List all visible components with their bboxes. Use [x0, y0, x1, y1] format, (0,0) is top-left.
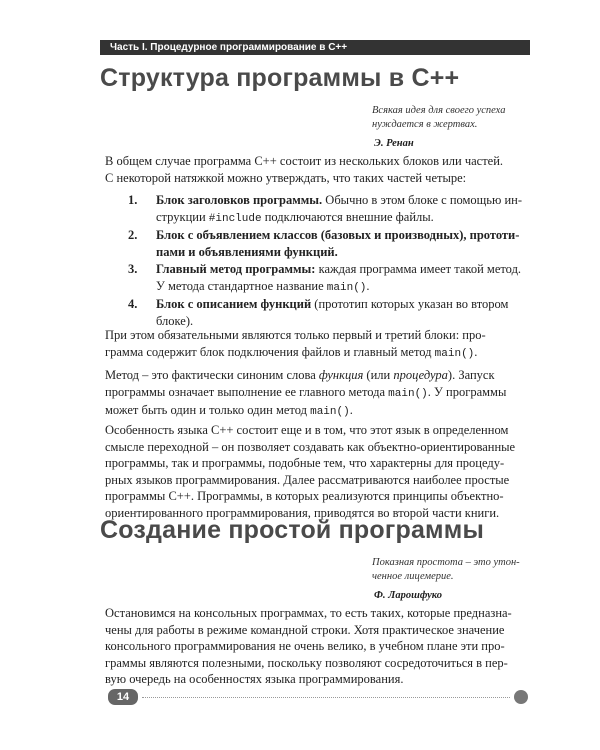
list-item-number: 1.	[128, 193, 138, 207]
text-line: С некоторой натяжкой можно утверждать, что таких частей четыре:	[105, 170, 467, 185]
epigraph-quote-line: нуждается в жертвах.	[372, 119, 478, 130]
list-item-number: 3.	[128, 262, 138, 276]
list-item-text: каждая программа имеет такой метод.	[315, 262, 522, 276]
text-fragment: .	[349, 403, 353, 417]
text-line: программы C++. Программы, в которых реализуются принципы объектно-	[105, 489, 504, 503]
footer-dotted-line	[142, 697, 510, 698]
page-number: 14	[108, 689, 138, 705]
text-line: вую очередь на особенностях языка программирования.	[105, 672, 404, 686]
text-line: чены для работы в режиме командной строки. Хотя практическое значение	[105, 622, 505, 637]
code-snippet: main()	[326, 281, 367, 294]
epigraph-author: Ф. Ларошфуко	[374, 590, 442, 601]
list-item-title: Блок с описанием функций	[156, 297, 312, 311]
list-item-number: 2.	[128, 228, 138, 242]
section-title-simple-program: Создание простой программы	[100, 516, 484, 544]
paragraph-console-programs	[105, 605, 525, 688]
footer-dot	[514, 690, 528, 704]
list-item-text: блоке).	[156, 313, 194, 328]
paragraph-cpp-features	[105, 422, 525, 521]
list-item-number: 4.	[128, 297, 138, 311]
list-item-title: Главный метод программы:	[156, 262, 316, 276]
epigraph-quote-line: Показная простота – это утон-	[372, 557, 520, 568]
text-line: Остановимся на консольных программах, то есть таких, которые предназна-	[105, 606, 512, 620]
text-line: В общем случае программа C++ состоит из нескольких блоков или частей.	[105, 154, 504, 168]
intro-paragraph	[105, 153, 525, 186]
epigraph-author: Э. Ренан	[374, 138, 414, 149]
text-line: консольного программирования не очень велико, в учебном плане эти про-	[105, 639, 505, 653]
list-item-text: подключаются внешние файлы.	[261, 209, 434, 224]
epigraph-quote-line: Всякая идея для своего успеха	[372, 105, 506, 116]
text-fragment: ). Запуск	[447, 368, 495, 382]
list-item-title: Блок с объявлением классов (базовых и производных), прототи-	[156, 228, 520, 242]
text-line: программы, так и программы, подобные тем, что характерны для процеду-	[105, 456, 505, 470]
paragraph-mandatory-blocks	[105, 327, 525, 362]
code-snippet: main()	[434, 347, 475, 360]
paragraph-method-definition	[105, 367, 525, 421]
text-fragment: программы означает выполнение ее главного метода	[105, 384, 389, 399]
text-line: смысле переходной – он позволяет создавать как объектно-ориентированные	[105, 439, 516, 454]
epigraph-renan	[372, 104, 532, 151]
code-snippet: #include	[208, 212, 262, 225]
list-item-title: Блок заголовков программы.	[156, 193, 323, 207]
text-line: граммы являются полезными, поскольку позволяют сосредоточиться в пер-	[105, 655, 508, 670]
text-line: Особенность языка C++ состоит еще и в том, что этот язык в определенном	[105, 423, 509, 437]
epigraph-quote-line: ченное лицемерие.	[372, 571, 454, 582]
list-item-title: пами и объявлениями функций.	[156, 244, 338, 259]
list-item-text: (прототип которых указан во втором	[311, 297, 509, 311]
text-fragment: может быть один и только один метод	[105, 403, 311, 417]
list-item-text: струкции	[156, 209, 209, 224]
text-fragment: . У программы	[427, 384, 507, 399]
text-line: рных языков программирования. Далее рассматриваются наиболее простые	[105, 472, 510, 487]
text-fragment: .	[474, 344, 478, 359]
text-fragment: грамма содержит блок подключения файлов и главный метод	[105, 344, 435, 359]
text-fragment: Метод – это фактически синоним слова	[105, 368, 319, 382]
italic-term: процедура	[393, 368, 448, 382]
text-fragment: (или	[363, 368, 394, 382]
running-header-text: Часть I. Процедурное программирование в C++	[110, 42, 348, 53]
running-header	[100, 40, 530, 55]
list-item-text: У метода стандартное название	[156, 278, 327, 293]
section-title-structure: Структура программы в C++	[100, 64, 460, 92]
text-line: ориентированного программирования, приводятся во второй части книги.	[105, 505, 500, 520]
list-item-text: Обычно в этом блоке с помощью ин-	[322, 193, 523, 207]
code-snippet: main()	[388, 387, 428, 400]
text-line: При этом обязательными являются только первый и третий блоки: про-	[105, 328, 486, 342]
epigraph-la-rochefoucauld	[372, 556, 532, 603]
list-item-text: .	[366, 278, 370, 293]
italic-term: функция	[318, 368, 364, 382]
code-snippet: main()	[310, 406, 350, 418]
